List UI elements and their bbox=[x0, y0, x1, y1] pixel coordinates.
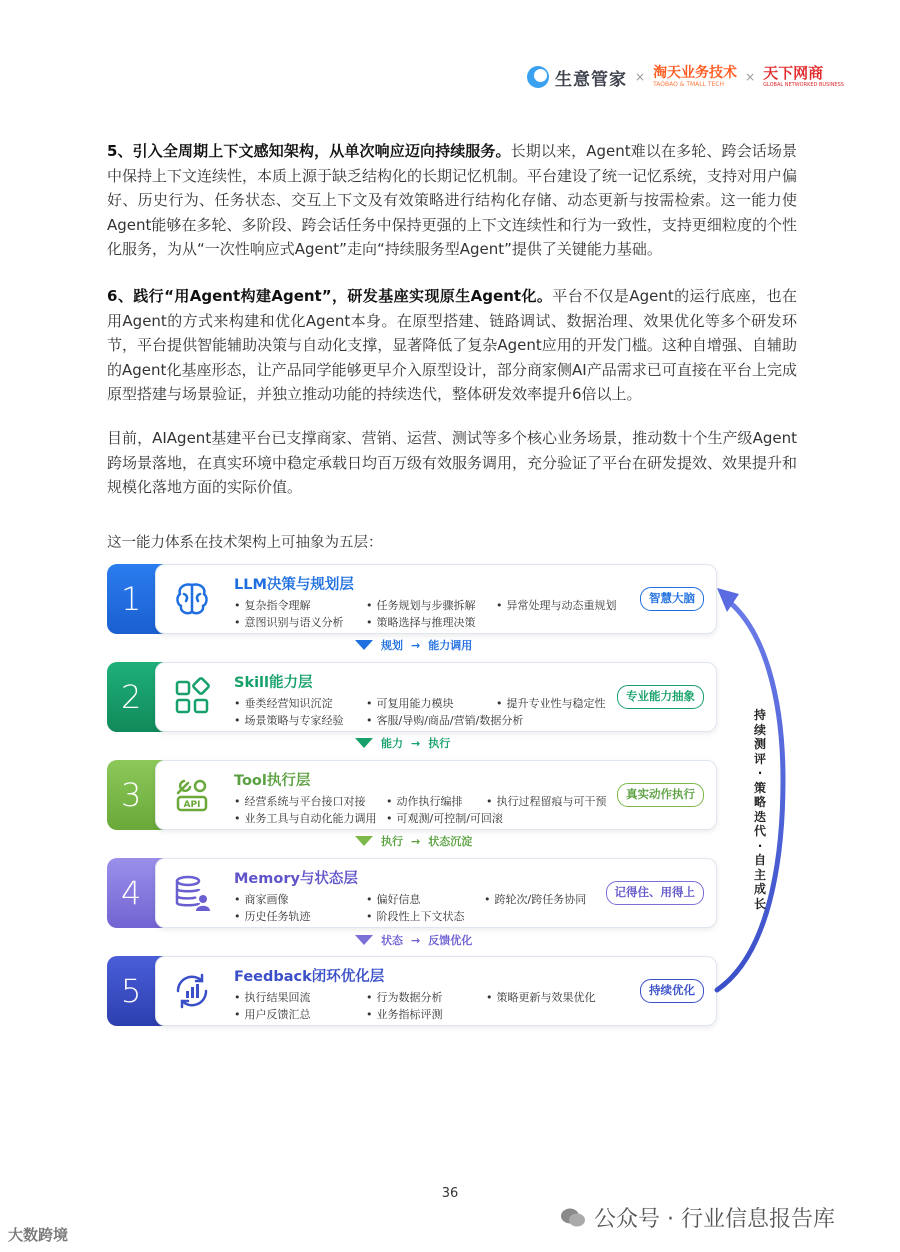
flow-1-2 bbox=[355, 637, 472, 653]
layer-title: Skill能力层 bbox=[234, 675, 313, 691]
flow-arrow: → bbox=[411, 736, 421, 750]
flow-to: 状态沉淀 bbox=[428, 835, 473, 848]
shengyi-logo-icon bbox=[527, 66, 549, 88]
flow-4-5 bbox=[355, 932, 472, 948]
layer-card bbox=[155, 858, 717, 928]
feedback-loop-arrow bbox=[705, 580, 795, 1000]
layer-tag: 记得住、用得上 bbox=[606, 881, 705, 905]
layer-number: 2 bbox=[107, 662, 185, 732]
watermark-corner: 大数跨境 bbox=[8, 1226, 69, 1244]
layer-title: Feedback闭环优化层 bbox=[234, 969, 385, 985]
layer-2 bbox=[107, 662, 717, 732]
page-number: 36 bbox=[441, 1186, 459, 1201]
layer-bullet: • 业务工具与自动化能力调用 bbox=[234, 810, 377, 826]
brand-tianxia bbox=[763, 66, 844, 88]
flow-to: 能力调用 bbox=[428, 639, 473, 652]
layer-bullet: • 经营系统与平台接口对接 bbox=[234, 793, 366, 809]
header-logos bbox=[527, 62, 844, 92]
layer-3 bbox=[107, 760, 717, 830]
feedback-loop-icon bbox=[172, 971, 212, 1011]
layer-bullet: • 动作执行编排 bbox=[386, 793, 463, 809]
layer-bullet: • 可复用能力模块 bbox=[366, 695, 454, 711]
down-arrow-icon bbox=[355, 935, 373, 945]
layer-bullet: • 策略更新与效果优化 bbox=[486, 989, 596, 1005]
flow-from: 执行 bbox=[381, 835, 403, 848]
side-label: 持续测评·策略迭代·自主成长 bbox=[753, 708, 766, 911]
layer-title: Memory与状态层 bbox=[234, 871, 358, 887]
api-tool-icon bbox=[172, 775, 212, 815]
layer-bullet: • 执行结果回流 bbox=[234, 989, 311, 1005]
layer-bullet: • 复杂指令理解 bbox=[234, 597, 311, 613]
layer-card bbox=[155, 956, 717, 1026]
layer-bullet: • 任务规划与步骤拆解 bbox=[366, 597, 476, 613]
layer-tag: 智慧大脑 bbox=[640, 587, 704, 611]
flow-arrow: → bbox=[411, 638, 421, 652]
brand-tianxia-sub: GLOBAL NETWORKED BUSINESS bbox=[763, 82, 844, 88]
layer-tag: 持续优化 bbox=[640, 979, 704, 1003]
paragraph-7 bbox=[107, 426, 797, 500]
layer-number: 5 bbox=[107, 956, 185, 1026]
layer-bullet: • 业务指标评测 bbox=[366, 1006, 443, 1022]
paragraph-7-body: 目前，AIAgent基建平台已支撑商家、营销、运营、测试等多个核心业务场景，推动数十个生产级Agent跨场景落地，在真实环境中稳定承载日均百万级有效服务调用，充分验证了平台在研发提效、效果提升和规模化落地方面的实际价值。 bbox=[107, 429, 798, 496]
flow-from: 状态 bbox=[381, 934, 403, 947]
brand-taotian bbox=[653, 66, 737, 88]
separator: × bbox=[745, 70, 756, 84]
layer-bullet: • 可观测/可控制/可回滚 bbox=[386, 810, 503, 826]
svg-text:API: API bbox=[183, 800, 201, 810]
layer-tag: 专业能力抽象 bbox=[617, 685, 704, 709]
diagram-intro: 这一能力体系在技术架构上可抽象为五层： bbox=[107, 535, 383, 551]
flow-arrow: → bbox=[411, 834, 421, 848]
layer-tag: 真实动作执行 bbox=[617, 783, 704, 807]
brand-taotian-name: 淘天业务技术 bbox=[653, 65, 738, 81]
layer-bullet: • 用户反馈汇总 bbox=[234, 1006, 311, 1022]
down-arrow-icon bbox=[355, 738, 373, 748]
layer-bullet: • 执行过程留痕与可干预 bbox=[486, 793, 607, 809]
layer-title: LLM决策与规划层 bbox=[234, 577, 354, 593]
paragraph-5 bbox=[107, 139, 797, 262]
layer-number: 1 bbox=[107, 564, 185, 634]
watermark-wechat bbox=[560, 1202, 835, 1233]
layer-1 bbox=[107, 564, 717, 634]
flow-from: 规划 bbox=[381, 639, 403, 652]
layer-title: Tool执行层 bbox=[234, 773, 311, 789]
watermark-wechat-text: 公众号 · 行业信息报告库 bbox=[594, 1207, 835, 1232]
flow-to: 反馈优化 bbox=[428, 934, 473, 947]
flow-2-3 bbox=[355, 735, 450, 751]
flow-3-4 bbox=[355, 833, 472, 849]
paragraph-5-heading: 5、引入全周期上下文感知架构，从单次响应迈向持续服务。 bbox=[107, 142, 511, 160]
down-arrow-icon bbox=[355, 836, 373, 846]
layer-bullet: • 跨轮次/跨任务协同 bbox=[484, 891, 586, 907]
brain-icon bbox=[172, 579, 212, 619]
layer-bullet: • 历史任务轨迹 bbox=[234, 908, 311, 924]
brand-taotian-sub: TAOBAO & TMALL TECH bbox=[653, 81, 725, 88]
layer-bullet: • 客服/导购/商品/营销/数据分析 bbox=[366, 712, 523, 728]
brand-shengyi: 生意管家 bbox=[555, 69, 627, 90]
layer-card bbox=[155, 564, 717, 634]
down-arrow-icon bbox=[355, 640, 373, 650]
layer-bullet: • 行为数据分析 bbox=[366, 989, 443, 1005]
brand-tianxia-name: 天下网商 bbox=[763, 64, 824, 82]
layer-card bbox=[155, 662, 717, 732]
layer-bullet: • 提升专业性与稳定性 bbox=[496, 695, 606, 711]
flow-from: 能力 bbox=[381, 737, 403, 750]
layer-4 bbox=[107, 858, 717, 928]
layer-bullet: • 策略选择与推理决策 bbox=[366, 614, 476, 630]
layer-5 bbox=[107, 956, 717, 1026]
layer-bullet: • 垂类经营知识沉淀 bbox=[234, 695, 333, 711]
paragraph-6-body: 平台不仅是Agent的运行底座，也在用Agent的方式来构建和优化Agent本身。在原型搭建、链路调试、数据治理、效果优化等多个研发环节，平台提供智能辅助决策与自动化支撑，显著降低了复杂Agent应用的开发门槛。这种自增强、自辅助的Agent化基座形态，让产品同学能够更早介入原型设计，部分商家侧AI产品需求已可直接在平台上完成原型搭建与场景验证，并独立推动功能的持续迭代，整体研发效率提升6倍以上。 bbox=[107, 287, 798, 403]
layer-card bbox=[155, 760, 717, 830]
database-user-icon bbox=[172, 873, 212, 913]
layer-bullet: • 场景策略与专家经验 bbox=[234, 712, 344, 728]
layer-bullet: • 意图识别与语义分析 bbox=[234, 614, 344, 630]
paragraph-5-body: 长期以来，Agent难以在多轮、跨会话场景中保持上下文连续性，本质上源于缺乏结构化的长期记忆机制。平台建设了统一记忆系统，支持对用户偏好、历史行为、任务状态、交互上下文及有效策略进行结构化存储、动态更新与按需检索。这一能力使Agent能够在多轮、多阶段、跨会话任务中保持更强的上下文连续性和行为一致性，支持更细粒度的个性化服务，为从“一次性响应式Agent”走向“持续服务型Agent”提供了关键能力基础。 bbox=[107, 142, 798, 258]
paragraph-6-heading: 6、践行“用Agent构建Agent”，研发基座实现原生Agent化。 bbox=[107, 287, 553, 305]
wechat-icon bbox=[560, 1207, 586, 1229]
flow-to: 执行 bbox=[428, 737, 451, 750]
modules-icon bbox=[172, 677, 212, 717]
layer-number: 3 bbox=[107, 760, 185, 830]
layer-bullet: • 异常处理与动态重规划 bbox=[496, 597, 617, 613]
layer-number: 4 bbox=[107, 858, 185, 928]
flow-arrow: → bbox=[411, 933, 421, 947]
layer-bullet: • 商家画像 bbox=[234, 891, 289, 907]
paragraph-6 bbox=[107, 284, 797, 407]
layer-bullet: • 偏好信息 bbox=[366, 891, 421, 907]
layer-bullet: • 阶段性上下文状态 bbox=[366, 908, 465, 924]
separator: × bbox=[635, 70, 646, 84]
